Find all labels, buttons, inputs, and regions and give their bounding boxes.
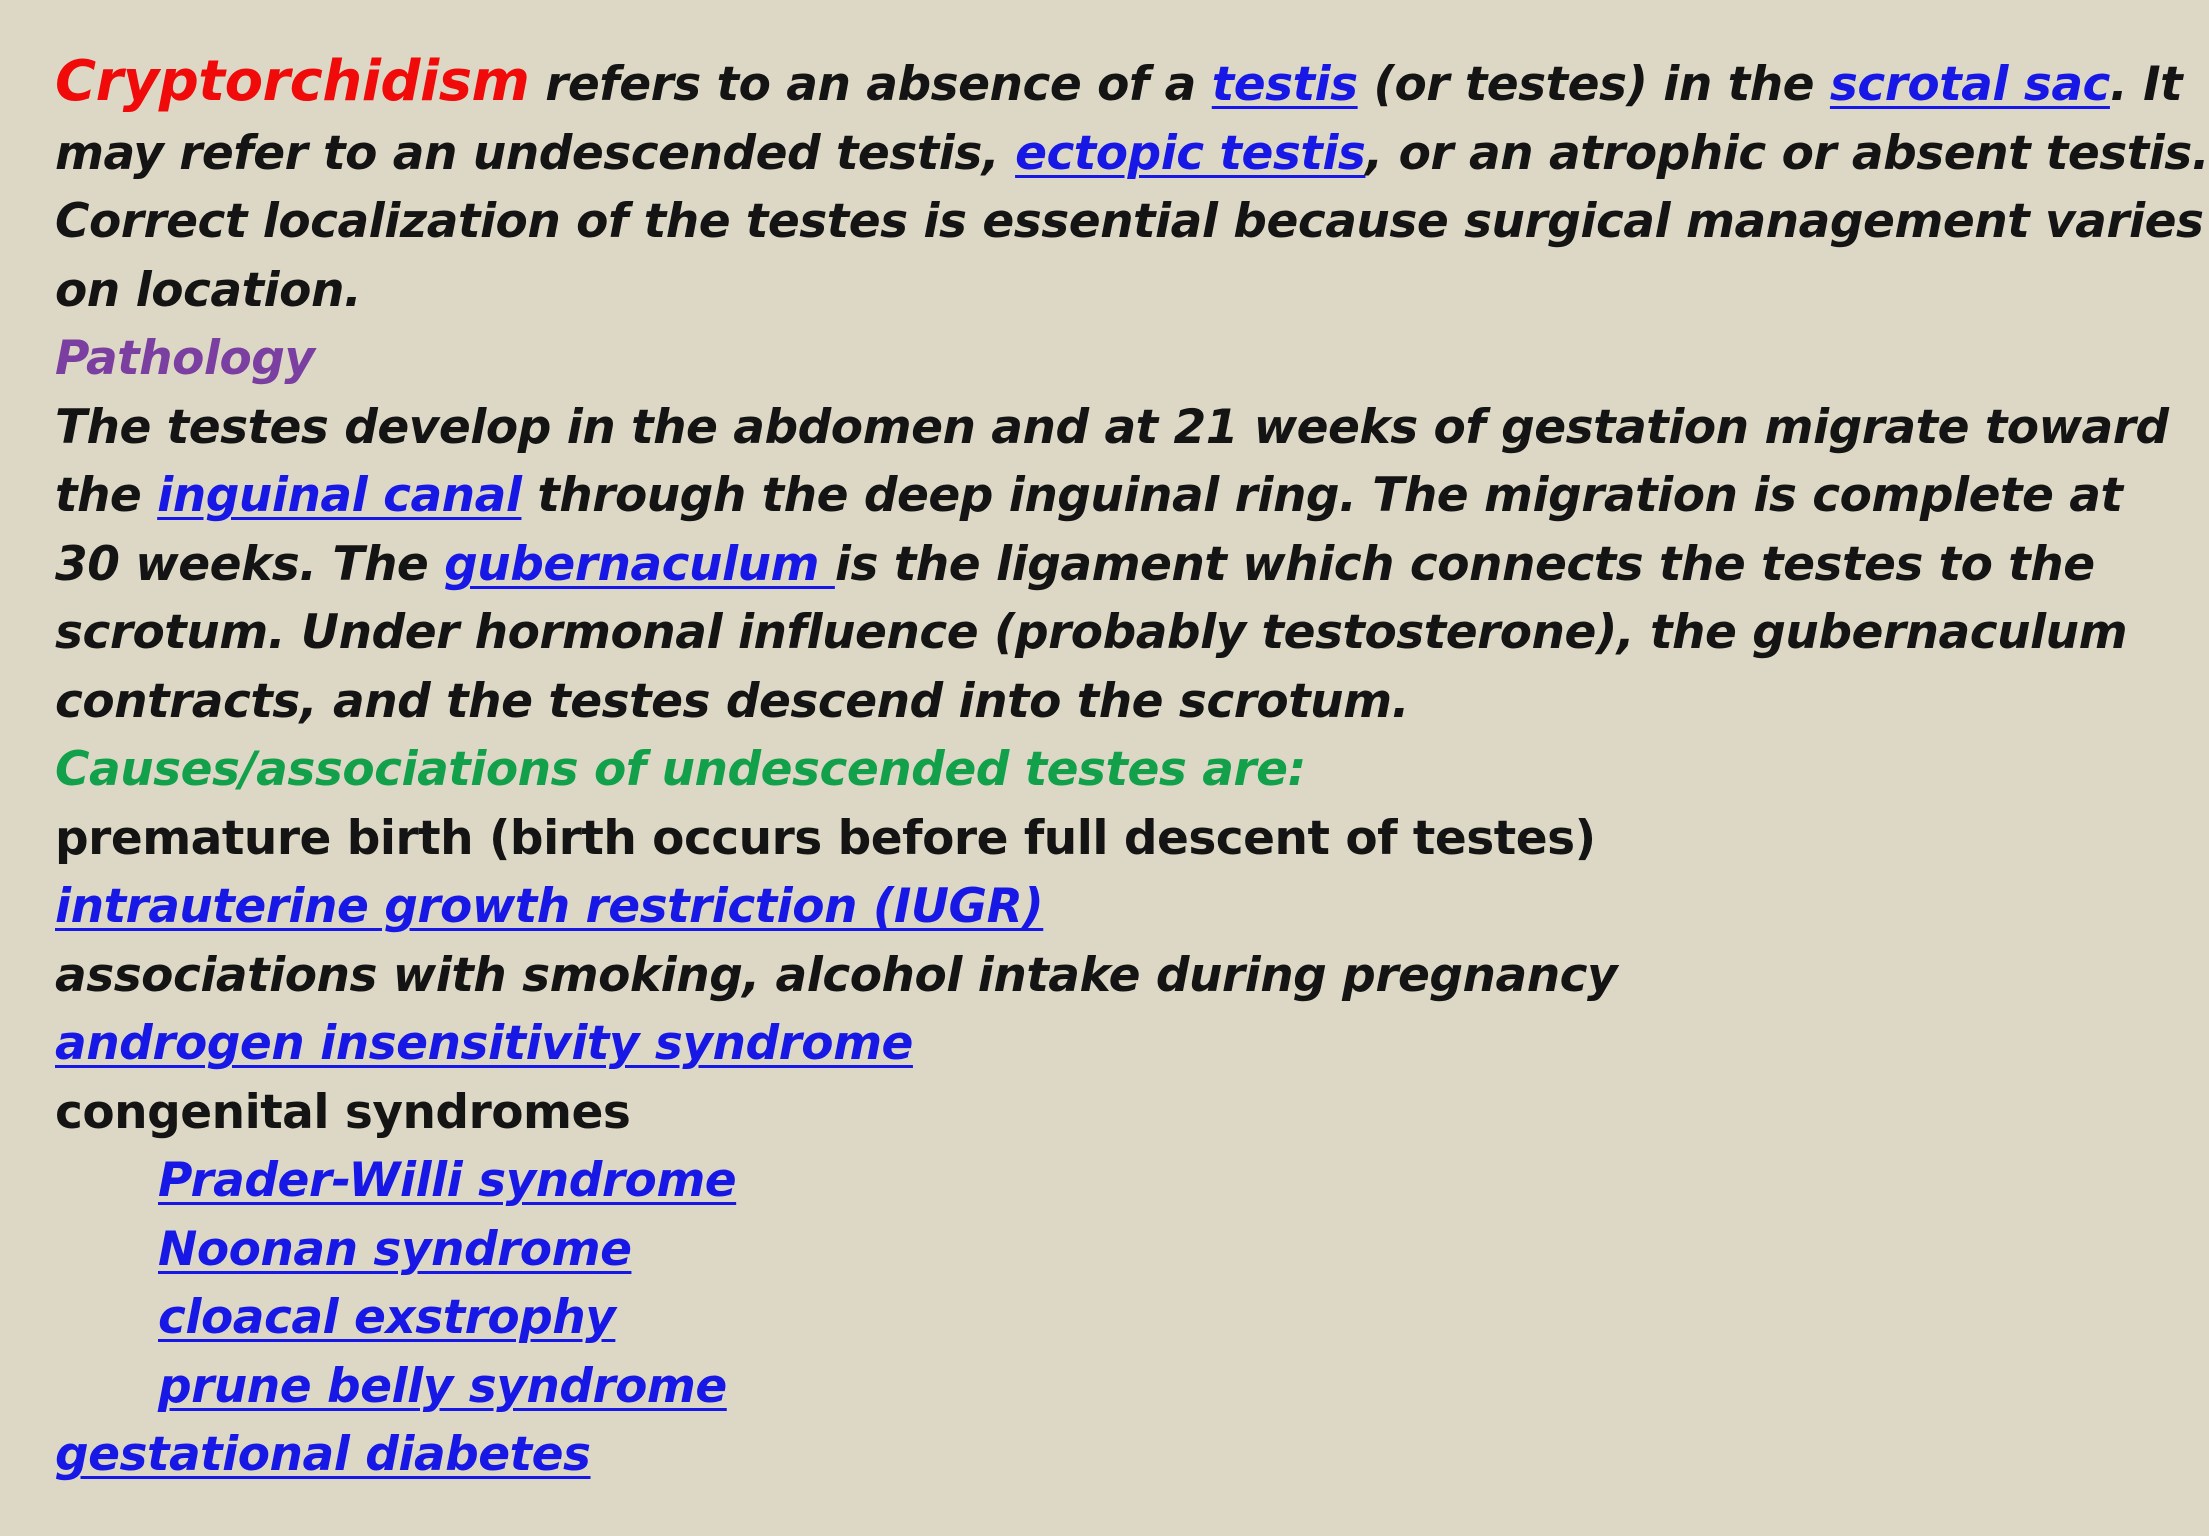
- link-testis[interactable]: testis: [1211, 57, 1358, 112]
- intro-line-2: [55, 120, 2209, 189]
- pathology-text: through the deep inguinal ring. The migration is complete at: [521, 468, 2123, 523]
- sub-prune-belly-line: [55, 1353, 2008, 1422]
- pathology-text: the: [55, 468, 158, 523]
- intro-line-3: Correct localization of the testes is essential because surgical management varies: [55, 194, 2204, 249]
- heading-pathology: Pathology: [55, 331, 315, 386]
- sub-prader-willi-line: [55, 1147, 2008, 1216]
- intro-text: , or an atrophic or absent testis.: [1365, 125, 2209, 181]
- intro-line-4: on location.: [55, 262, 362, 318]
- cause-androgen-line: [55, 1010, 2008, 1079]
- link-prune-belly[interactable]: prune belly syndrome: [158, 1358, 727, 1414]
- link-scrotal-sac[interactable]: scrotal sac: [1829, 57, 2110, 112]
- link-noonan[interactable]: Noonan syndrome: [158, 1221, 632, 1277]
- link-androgen-insensitivity[interactable]: androgen insensitivity syndrome: [55, 1016, 913, 1071]
- cause-iugr-line: [55, 873, 2008, 942]
- intro-paragraph: [55, 48, 2209, 325]
- link-ectopic-testis[interactable]: ectopic testis: [1015, 125, 1366, 181]
- pathology-text: is the ligament which connects the testes to the: [834, 536, 2095, 592]
- cause-premature-birth: premature birth (birth occurs before full descent of testes): [55, 810, 1596, 866]
- intro-text: (or testes) in the: [1357, 57, 1830, 112]
- sub-noonan-line: [55, 1216, 2008, 1285]
- link-gestational-diabetes[interactable]: gestational diabetes: [55, 1427, 591, 1482]
- pathology-line-5: contracts, and the testes descend into the scrotum.: [55, 673, 1409, 729]
- pathology-line-2: [55, 462, 2123, 531]
- link-cloacal-exstrophy[interactable]: cloacal exstrophy: [158, 1290, 616, 1345]
- link-iugr[interactable]: intrauterine growth restriction (IUGR): [55, 879, 1044, 934]
- link-inguinal-canal[interactable]: inguinal canal: [157, 468, 522, 523]
- pathology-line-1: The testes develop in the abdomen and at 21 weeks of gestation migrate toward: [55, 399, 2169, 455]
- intro-text: refers to an absence of a: [529, 57, 1212, 112]
- cause-gestational-line: [55, 1421, 2008, 1490]
- intro-text: . It: [2109, 57, 2183, 112]
- link-gubernaculum[interactable]: gubernaculum: [444, 536, 835, 592]
- intro-text: may refer to an undescended testis,: [55, 125, 1016, 181]
- sub-cloacal-line: [55, 1284, 2008, 1353]
- pathology-line-4: scrotum. Under hormonal influence (probably testosterone), the gubernaculum: [55, 605, 2128, 660]
- cause-congenital-syndromes: congenital syndromes: [55, 1084, 631, 1140]
- title-cryptorchidism: Cryptorchidism: [55, 49, 530, 114]
- pathology-text: 30 weeks. The: [55, 536, 445, 592]
- pathology-line-3: [55, 531, 2095, 600]
- slide-content: [55, 48, 2209, 1490]
- intro-line-1: [55, 48, 2183, 120]
- link-prader-willi[interactable]: Prader-Willi syndrome: [158, 1153, 737, 1208]
- heading-causes: Causes/associations of undescended testes are:: [55, 742, 1306, 797]
- cause-smoking-alcohol: associations with smoking, alcohol intake during pregnancy: [55, 947, 1618, 1003]
